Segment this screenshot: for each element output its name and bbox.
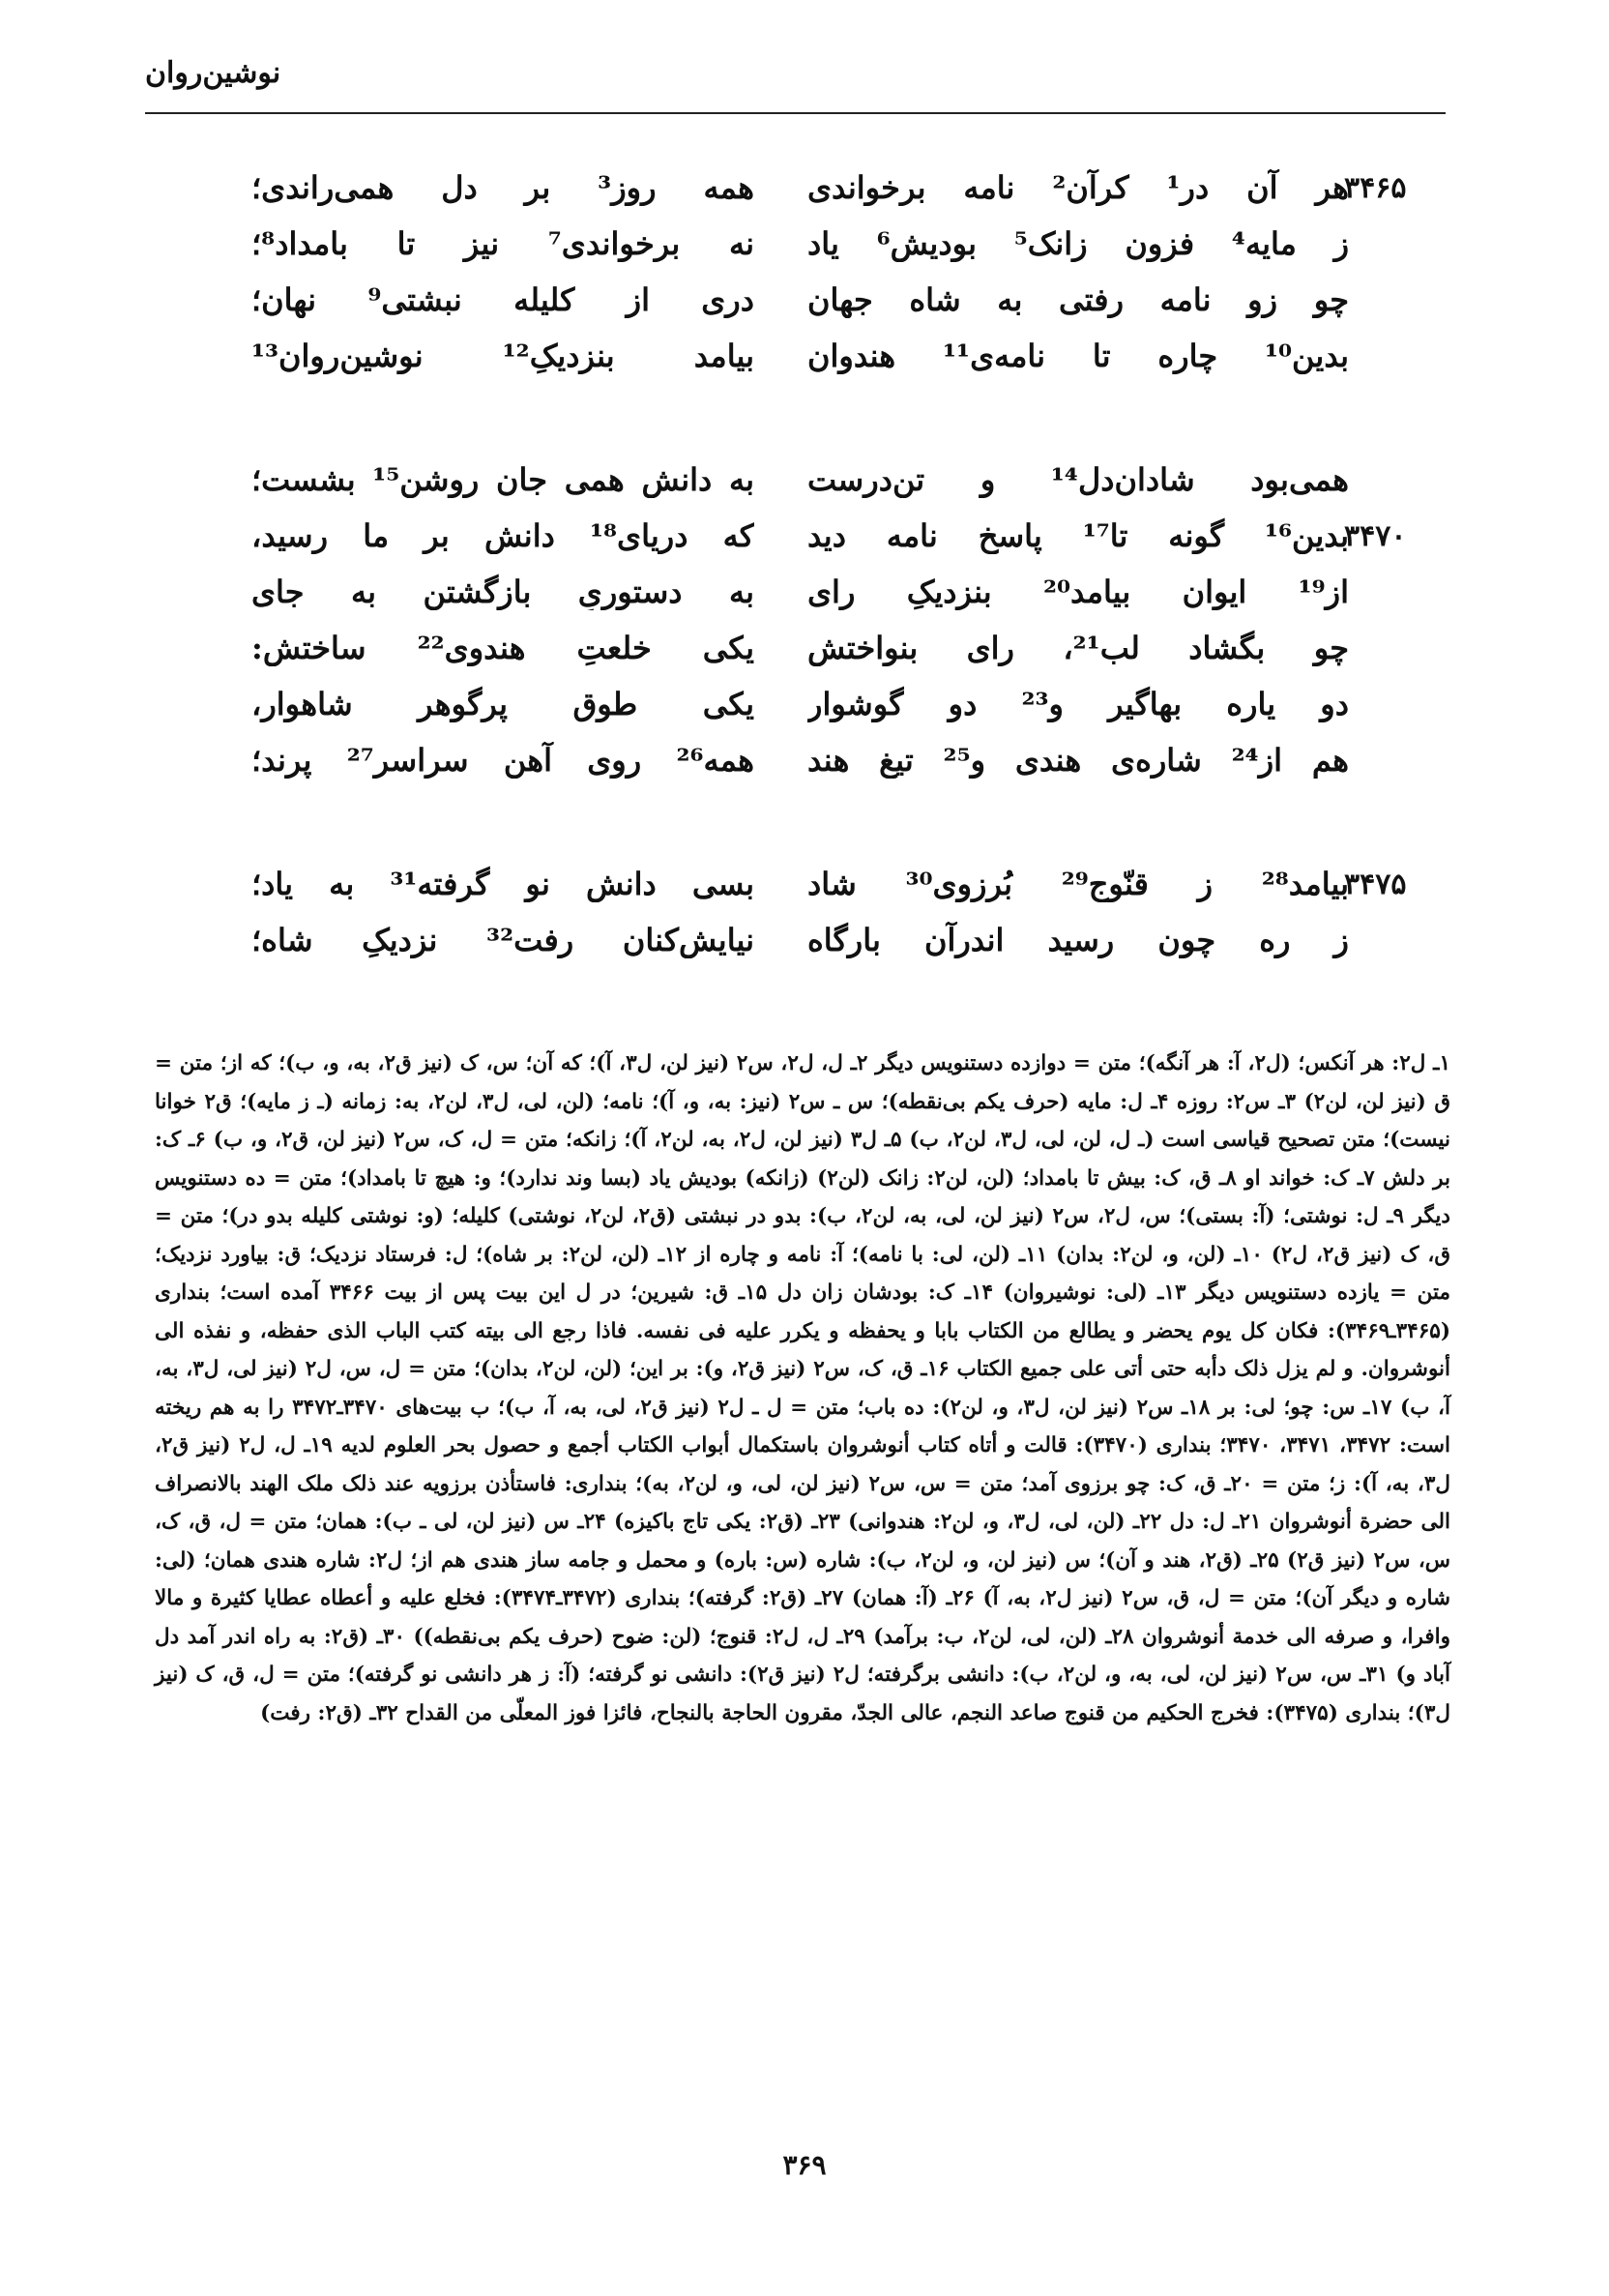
verse-number: ۳۴۷۰: [1344, 518, 1407, 553]
running-title: نوشین‌روان: [145, 56, 281, 90]
hemistich-first: هم از²⁴ شاره‌ی هندی و²⁵ تیغِ هند: [807, 742, 1349, 779]
hemistich-second: به دانش همی جان روشن¹⁵ بشست؛: [251, 461, 754, 498]
verse-row: [251, 732, 1441, 788]
hemistich-first: بیامد²⁸ ز قنّوج²⁹ بُرزوی³⁰ شاد: [807, 866, 1349, 902]
hemistich-second: یکی خلعتِ هندوی²² ساختش:: [251, 630, 754, 666]
verse-row: [251, 452, 1441, 508]
hemistich-first: بدین¹⁰ چاره تا نامه‌ی¹¹ هندوان: [807, 338, 1349, 374]
hemistich-first: چو زو نامه رفتی به شاه جهان: [807, 281, 1349, 318]
verse-row: [251, 508, 1441, 564]
hemistich-second: بسی دانش نو گرفته³¹ به یاد؛: [251, 866, 754, 902]
stanza-3: [251, 856, 1441, 968]
hemistich-first: ز ره چون رسید اندرآن بارگاه: [807, 922, 1349, 958]
hemistich-second: نه برخواندی⁷ نیز تا بامداد⁸؛: [251, 225, 754, 262]
hemistich-first: دو یاره بهاگیر و²³ دو گوشوار: [807, 686, 1349, 722]
verse-row: [251, 912, 1441, 968]
verse-row: [251, 328, 1441, 384]
verse-block: [251, 160, 1441, 1036]
hemistich-second: که دریای¹⁸ دانش بر ما رسید،: [251, 517, 754, 554]
hemistich-first: از¹⁹ ایوان بیامد²⁰ بنزدیکِ رای: [807, 574, 1349, 610]
footnotes: ۱ـ ل۲: هر آنکس؛ (ل۲، آ: هر آنگه)؛ متن = دوازده دستنویس دیگر ۲ـ ل، ل۲، س۲ (نیز لن، ل۳، آ)؛ که آن؛ س، ک (نیز ق۲، به، و، ب)؛ که از؛ متن = ق (نیز لن، لن۲) ۳ـ س۲: روزه ۴ـ ل: مایه (حرف یکم بی‌نقطه)؛ س ـ س۲ (نیز: به، و، آ)؛ نامه؛ (لن، لی، ل۳، لن۲، به: زمانه (ـ ز مایه)؛ ق۲ خوانا نیست)؛ متن تصحیح قیاسی است (ـ ل، لن، لی، ل۳، لن۲، ب) ۵ـ ل۳ (نیز لن، ل۲، به، لن۲، آ)؛ زانکه؛ متن = ل، ک، س۲ (نیز لن، ق۲، و، ب) ۶ـ ک: بر دلش ۷ـ ک: خواند او ۸ـ ق، ک: بیش تا بامداد؛ (لن، لن۲: زانک (لن۲) (زانکه) بودیش یاد (بسا وند ندارد)؛ و: هیچ تا بامداد)؛ متن = ده دستنویس دیگر ۹ـ ل: نوشتی؛ (آ: بستی)؛ س، ل۲، س۲ (نیز لن، لی، به، لن۲، ب): بدو در نبشتی (ق۲، لن۲، نوشتی) کلیله؛ (و: نوشتی کلیله بدو در)؛ متن = ق، ک (نیز ق۲، ل۲) ۱۰ـ (لن، و، لن۲: بدان) ۱۱ـ (لن، لی: با نامه)؛ آ: نامه و چاره از ۱۲ـ (لن، لن۲: بر شاه)؛ ل: فرستاد نزدیک؛ ق: بیاورد نزدیک؛ متن = یازده دستنویس دیگر ۱۳ـ (لی: نوشیروان) ۱۴ـ ک: بودشان زان دل ۱۵ـ ق: شیرین؛ در ل این بیت پس از بیت ۳۴۶۶ آمده است؛ بنداری (۳۴۶۵ـ۳۴۶۹): فکان کل یوم یحضر و یطالع من الکتاب بابا و یحفظه و یکرر علیه فی نفسه. فاذا رجع الی بیته کتب الباب الذی حفظه، و نفذه الی أنوشروان. و لم یزل ذلک دأبه حتی أتی علی جمیع الکتاب ۱۶ـ ق، ک، س۲ (نیز ق۲، و): بر این؛ (لن، لن۲، بدان)؛ متن = ل، س، ل۲ (نیز لی، ل۳، به، آ، ب) ۱۷ـ س: چو؛ لی: بر ۱۸ـ س۲ (نیز لن، ل۳، و، لن۲): ده باب؛ متن = ل ـ ل۲ (نیز ق۲، لی، به، آ، ب)؛ ب بیت‌های ۳۴۷۰ـ۳۴۷۲ را به هم ریخته است: ۳۴۷۲، ۳۴۷۱، ۳۴۷۰؛ بنداری (۳۴۷۰): قالت و أتاه کتاب أنوشروان باستکمال أبواب الکتاب أجمع و حصول بحر العلوم لدیه ۱۹ـ ل، ل۲ (نیز ق۲، ل۳، به، آ): ز؛ متن = ۲۰ـ ق، ک: چو برزوی آمد؛ متن = س، س۲ (نیز لن، لی، و، لن۲، به)؛ بنداری: فاستأذن برزویه عند ذلک ملک الهند بالانصراف الی حضرة أنوشروان ۲۱ـ ل: دل ۲۲ـ (لن، لی، ل۳، و، لن۲: هندوانی) ۲۳ـ (ق۲: یکی تاج باکیزه) ۲۴ـ س (نیز لن، لی ـ ب): همان؛ متن = ل، ق، ک، س، س۲ (نیز ق۲) ۲۵ـ (ق۲، هند و آن)؛ س (نیز لن، و، لن۲، ب): شاره (س: باره) و محمل و جامه ساز هندی هم از؛ ل۲: شاره هندی همان؛ (لی: شاره و دیگر آن)؛ متن = ل، ق، س۲ (نیز ل۲، به، آ) ۲۶ـ (آ: همان) ۲۷ـ (ق۲: گرفته)؛ بنداری (۳۴۷۲ـ۳۴۷۴): فخلع علیه و أعطاه عطایا کثیرة و مالا وافرا، و صرفه الی خدمة أنوشروان ۲۸ـ (لن، لی، لن۲، ب: برآمد) ۲۹ـ ل، ل۲: قنوج؛ (لن: ضوح (حرف یکم بی‌نقطه)) ۳۰ـ (ق۲: به راه اندر آمد دل آباد و) ۳۱ـ س، س۲ (نیز لن، لی، به، و، لن۲، ب): دانشی برگرفته؛ ل۲ (نیز ق۲): دانشی نو گرفته؛ (آ: ز هر دانشی نو گرفته)؛ متن = ل، ق، ک (نیز ل۳)؛ بنداری (۳۴۷۵): فخرج الحکیم من قنوج صاعد النجم، عالی الجدّ، مقرون الحاجة بالنجاح، فائزا فوز المعلّی من القداح ۳۲ـ (ق۲: رفت): [155, 1051, 1451, 1725]
stanza-2: [251, 452, 1441, 788]
hemistich-first: ز مایه⁴ فزون زانک⁵ بودیش⁶ یاد: [807, 225, 1349, 262]
hemistich-second: همه روز³ بر دل همی‌راندی؛: [251, 169, 754, 206]
header-rule: [145, 112, 1446, 114]
verse-row: [251, 856, 1441, 912]
hemistich-second: یکی طوقِ پرگوهرِ شاهوار،: [251, 686, 754, 722]
stanza-1: [251, 160, 1441, 384]
hemistich-second: همه²⁶ روی آهن سراسر²⁷ پرند؛: [251, 742, 754, 779]
verse-row: [251, 676, 1441, 732]
hemistich-second: بیامد بنزدیکِ¹² نوشین‌روان¹³: [251, 338, 754, 374]
verse-row: [251, 216, 1441, 272]
hemistich-first: بدین¹⁶ گونه تا¹⁷ پاسخ نامه دید: [807, 517, 1349, 554]
hemistich-first: هر آن در¹ کرآن² نامه برخواندی: [807, 169, 1349, 206]
hemistich-second: نیایش‌کنان رفت³² نزدیکِ شاه؛: [251, 922, 754, 958]
hemistich-first: همی‌بود شادان‌دل¹⁴ و تن‌درست: [807, 461, 1349, 498]
verse-row: [251, 564, 1441, 620]
verse-number: ۳۴۶۵: [1344, 170, 1407, 205]
verse-row: [251, 272, 1441, 328]
verse-number: ۳۴۷۵: [1344, 867, 1407, 901]
hemistich-second: به دستوریِ بازگشتن به جای: [251, 574, 754, 610]
verse-row: [251, 160, 1441, 216]
hemistich-second: دری از کلیله نبشتی⁹ نهان؛: [251, 281, 754, 318]
page-number: ۳۶۹: [782, 2149, 827, 2181]
verse-row: [251, 620, 1441, 676]
hemistich-first: چو بگشاد لب²¹، رای بنواختش: [807, 630, 1349, 666]
